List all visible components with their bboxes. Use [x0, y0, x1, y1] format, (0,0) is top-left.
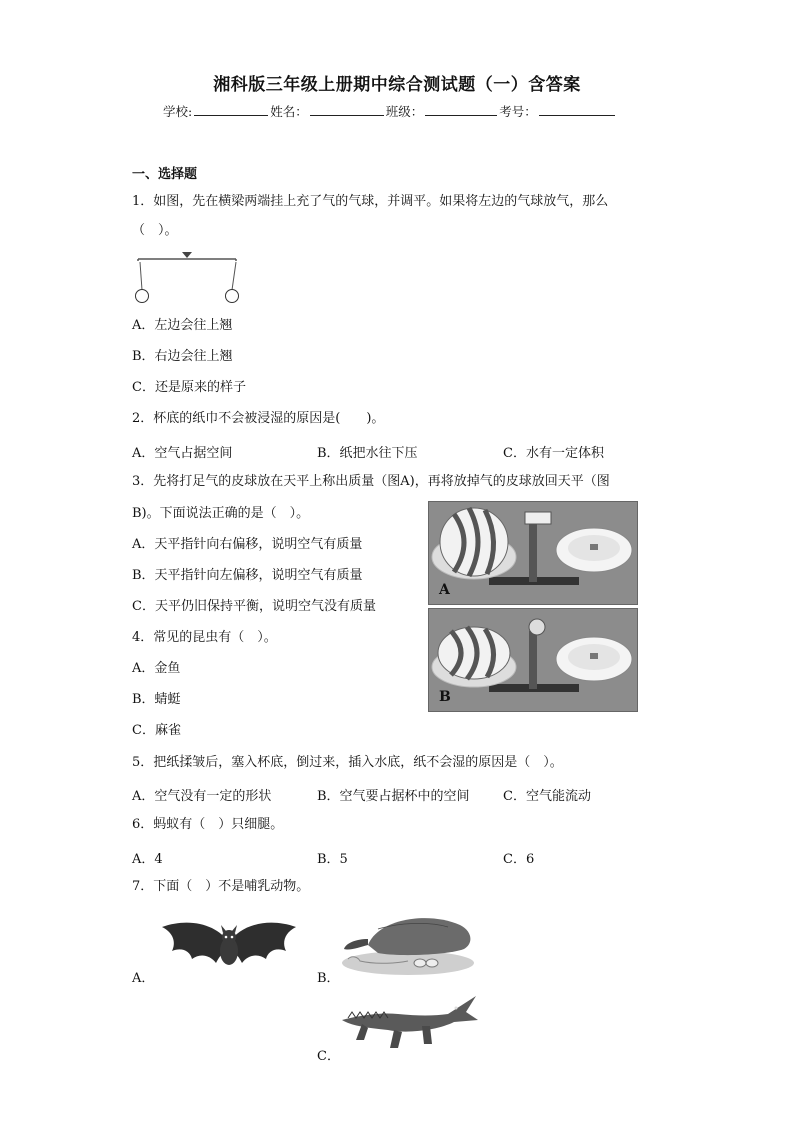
left-string [140, 262, 142, 290]
question-7-text: 7．下面（ ）不是哺乳动物。 [132, 879, 310, 894]
left-balloon [136, 290, 149, 303]
question-4-option-a[interactable]: A．金鱼 [132, 661, 181, 676]
question-2-text: 2．杯底的纸巾不会被浸湿的原因是( )。 [132, 411, 385, 426]
number-blank[interactable] [539, 103, 615, 116]
number-label: 考号： [499, 104, 537, 119]
question-3-option-c[interactable]: C．天平仍旧保持平衡，说明空气没有质量 [132, 599, 376, 614]
question-3-text: 3．先将打足气的皮球放在天平上称出质量（图A)，再将放掉气的皮球放回天平（图 [132, 474, 610, 489]
right-string [232, 262, 236, 290]
question-5-option-c[interactable]: C．空气能流动 [503, 789, 591, 804]
photo-label-a: A [439, 582, 450, 598]
question-4-option-c[interactable]: C．麻雀 [132, 723, 181, 738]
question-6-option-a[interactable]: A．4 [132, 852, 163, 867]
question-7-option-c[interactable]: C． [317, 1049, 340, 1064]
name-label: 姓名： [270, 104, 308, 119]
photo-label-b: B [439, 689, 451, 705]
pivot-marker [182, 252, 192, 258]
bat-image [160, 915, 298, 981]
question-7-option-a[interactable]: A． [132, 971, 155, 986]
question-3-option-a[interactable]: A．天平指针向右偏移，说明空气有质量 [132, 537, 363, 552]
question-4-text: 4．常见的昆虫有（ ）。 [132, 630, 277, 645]
right-balloon [226, 290, 239, 303]
school-blank[interactable] [194, 103, 268, 116]
question-4-option-b[interactable]: B．蜻蜓 [132, 692, 181, 707]
question-1-option-c[interactable]: C．还是原来的样子 [132, 380, 246, 395]
balance-photo-a [428, 501, 638, 605]
question-5-text: 5．把纸揉皱后，塞入杯底，倒过来，插入水底，纸不会湿的原因是（ ）。 [132, 755, 563, 770]
balance-beam-figure [132, 250, 242, 306]
balance-photo-b [428, 608, 638, 712]
question-6-option-c[interactable]: C．6 [503, 852, 535, 867]
question-6-option-b[interactable]: B．5 [317, 852, 348, 867]
question-2-option-c[interactable]: C．水有一定体积 [503, 446, 604, 461]
question-3-text-cont: B)。下面说法正确的是（ ）。 [132, 506, 310, 521]
class-blank[interactable] [425, 103, 497, 116]
crocodile-image [338, 990, 480, 1056]
class-label: 班级： [385, 104, 424, 119]
question-1-option-b[interactable]: B．右边会往上翘 [132, 349, 233, 364]
question-5-option-a[interactable]: A．空气没有一定的形状 [132, 789, 272, 804]
page-title: 湘科版三年级上册期中综合测试题（一）含答案 [213, 75, 581, 95]
question-7-option-b[interactable]: B． [317, 971, 340, 986]
platypus-image [338, 905, 478, 977]
school-label: 学校: [163, 104, 193, 119]
question-3-option-b[interactable]: B．天平指针向左偏移，说明空气有质量 [132, 568, 363, 583]
question-1-text-cont: （ ）。 [132, 223, 178, 238]
question-1-option-a[interactable]: A．左边会往上翘 [132, 318, 233, 333]
question-6-text: 6．蚂蚁有（ ）只细腿。 [132, 817, 284, 832]
section-heading: 一、选择题 [132, 167, 198, 182]
question-1-text: 1．如图，先在横梁两端挂上充了气的气球，并调平。如果将左边的气球放气，那么 [132, 194, 609, 209]
student-info-line [163, 102, 617, 120]
question-5-option-b[interactable]: B．空气要占据杯中的空间 [317, 789, 470, 804]
name-blank[interactable] [310, 103, 384, 116]
question-2-option-a[interactable]: A．空气占据空间 [132, 446, 233, 461]
question-2-option-b[interactable]: B．纸把水往下压 [317, 446, 418, 461]
